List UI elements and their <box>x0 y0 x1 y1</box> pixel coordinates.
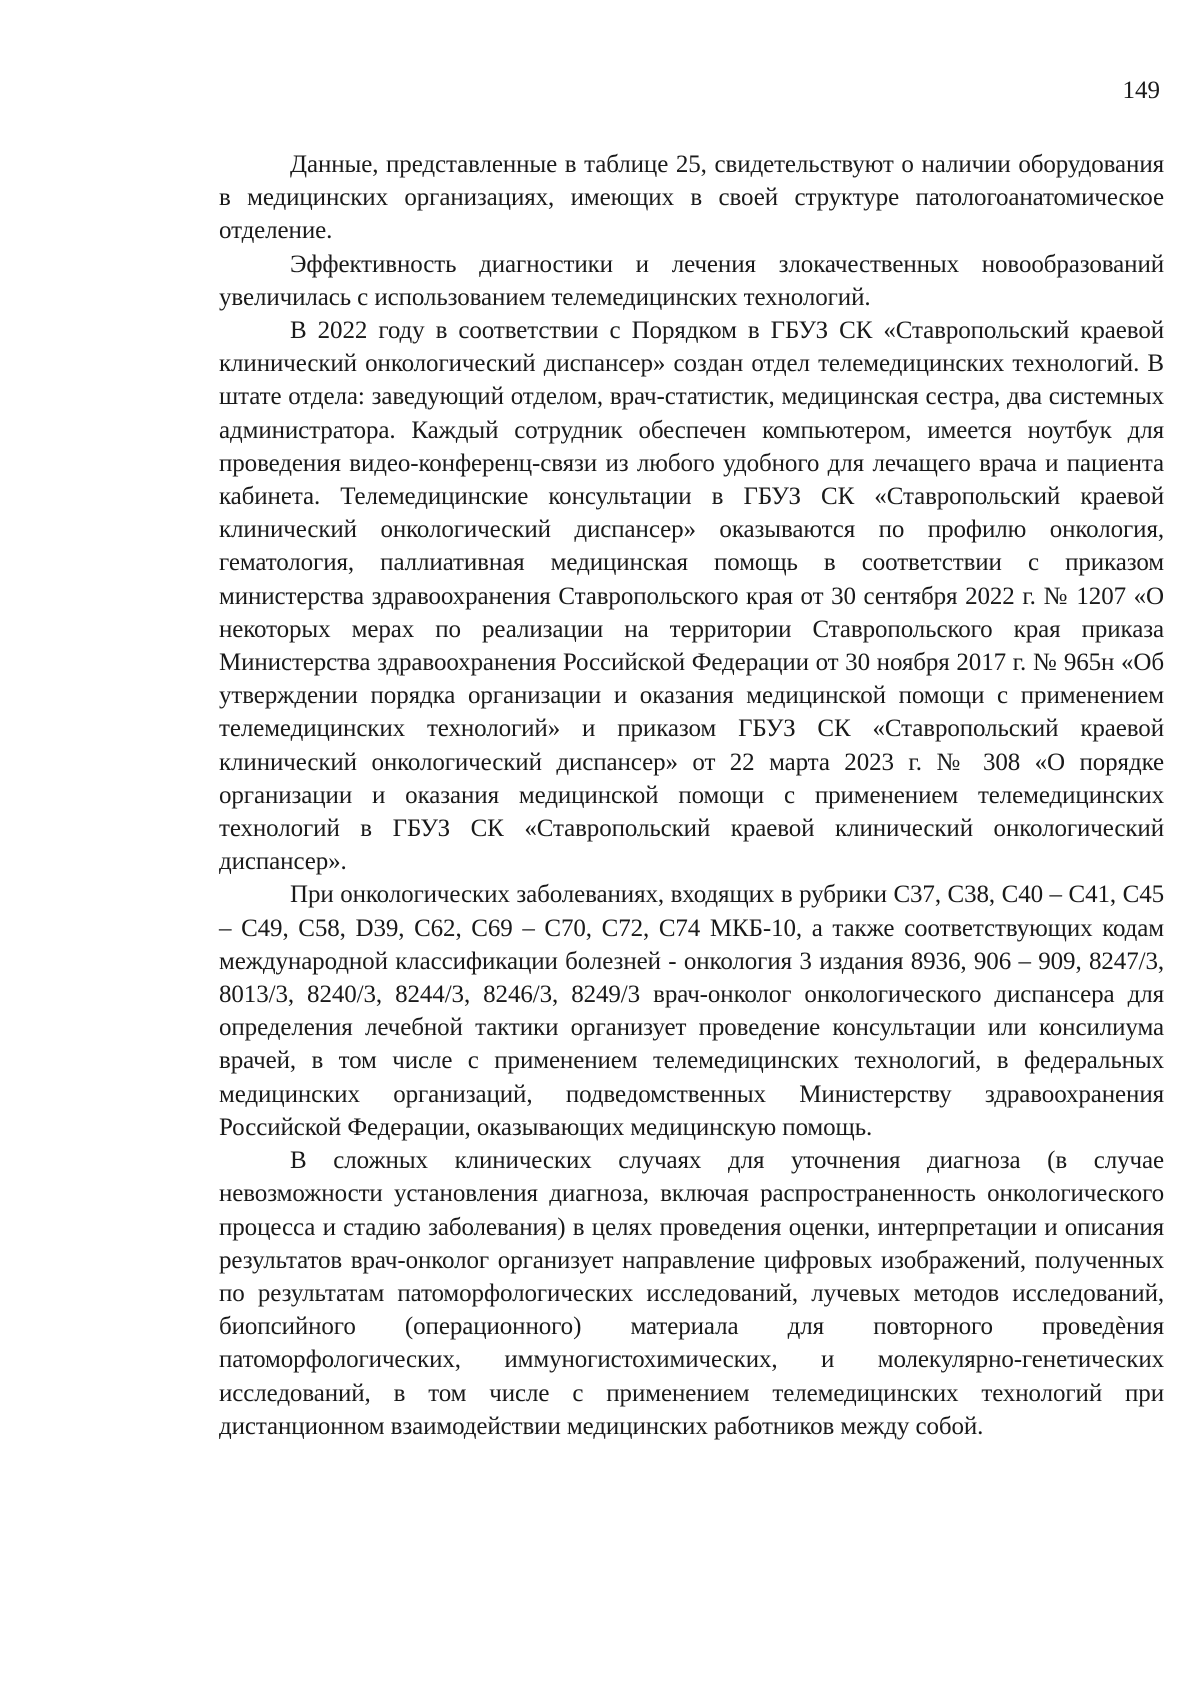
paragraph-telemedicine-department: В 2022 году в соответствии с Порядком в ГБУЗ СК «Ставропольский краевой клинический онкологический диспансер» создан отдел телемедицинских технологий. В штате отдела: заведующий отделом, врач-статистик, медицинская сестра, два системных администратора. Каждый сотрудник обеспечен компьютером, имеется ноутбук для проведения видео-конференц-связи из любого удобного для лечащего врача и пациента кабинета. Телемедицинские консультации в ГБУЗ СК «Ставропольский краевой клинический онкологический диспансер» оказываются по профилю онкология, гематология, паллиативная медицинская помощь в соответствии с приказом министерства здравоохранения Ставропольского края от 30 сентября 2022 г. № 1207 «О некоторых мерах по реализации на территории Ставропольского края приказа Министерства здравоохранения Российской Федерации от 30 ноября 2017 г. № 965н «Об утверждении порядка организации и оказания медицинской помощи с применением телемедицинских технологий» и приказом ГБУЗ СК «Ставропольский краевой клинический онкологический диспансер» от 22 марта 2023 г. № 308 «О порядке организации и оказания медицинской помощи с применением телемедицинских технологий в ГБУЗ СК «Ставропольский краевой клинический онкологический диспансер». <box>219 317 1164 876</box>
page-number: 149 <box>1122 77 1160 104</box>
paragraph-complex-cases: В сложных клинических случаях для уточнения диагноза (в случае невозможности установления диагноза, включая распространенность онкологического процесса и стадию заболевания) в целях проведения оценки, интерпретации и описания результатов врач-онколог организует направление цифровых изображений, полученных по результатам патоморфологических исследований, лучевых методов исследований, биопсийного (операционного) материала для повторного проведѐния патоморфологических, иммуногистохимических, и молекулярно-генетических исследований, в том числе с применением телемедицинских технологий при дистанционном взаимодействии медицинских работников между собой. <box>219 1147 1164 1440</box>
paragraph-equipment: Данные, представленные в таблице 25, свидетельствуют о наличии оборудования в медицинских организациях, имеющих в своей структуре патологоанатомическое отделение. <box>219 151 1164 245</box>
paragraph-federal-consultations: При онкологических заболеваниях, входящих в рубрики С37, С38, С40 – С41, С45 – С49, С58, D39, С62, С69 – С70, С72, С74 МКБ-10, а также соответствующих кодам международной классификации болезней - онкология 3 издания 8936, 906 – 909, 8247/3, 8013/3, 8240/3, 8244/3, 8246/3, 8249/3 врач-онколог онкологического диспансера для определения лечебной тактики организует проведение консультации или консилиума врачей, в том числе с применением телемедицинских технологий, в федеральных медицинских организаций, подведомственных Министерству здравоохранения Российской Федерации, оказывающих медицинскую помощь. <box>219 881 1164 1141</box>
paragraph-efficiency: Эффективность диагностики и лечения злокачественных новообразований увеличилась с использованием телемедицинских технологий. <box>219 250 1164 311</box>
body-text <box>219 148 1164 1443</box>
